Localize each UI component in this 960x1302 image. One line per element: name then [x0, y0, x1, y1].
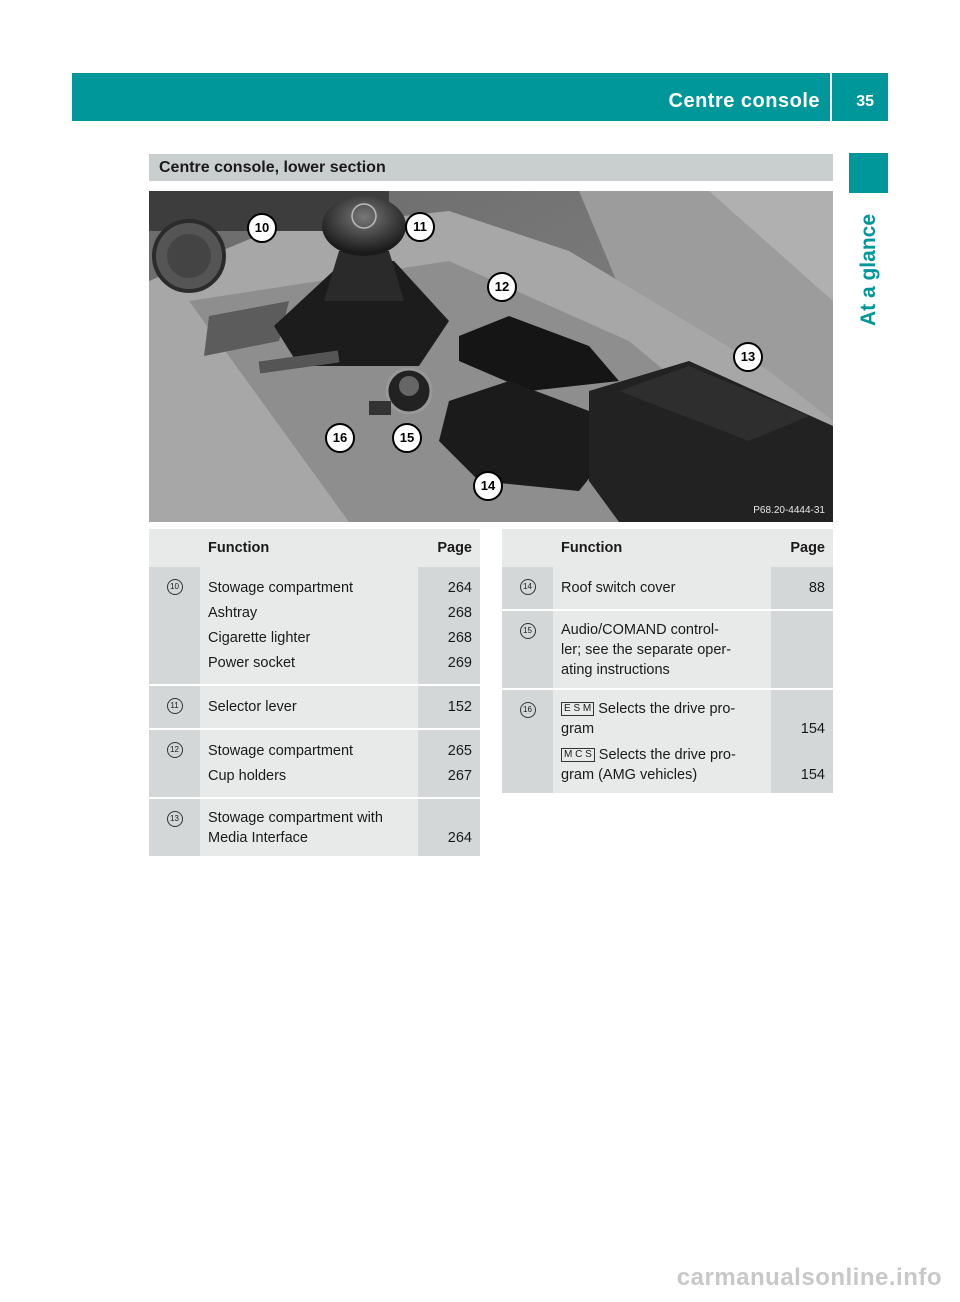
callout-15: 15: [392, 423, 422, 453]
table-row: 11 Selector lever 152: [149, 685, 480, 729]
callout-12: 12: [487, 272, 517, 302]
figure-code: P68.20-4444-31: [753, 505, 825, 516]
column-page: Page: [418, 529, 480, 567]
table-row: 13 Stowage compartment with Media Interface 264: [149, 798, 480, 857]
section-title: Centre console, lower section: [149, 154, 833, 181]
table-row: 14 Roof switch cover 88: [502, 567, 833, 610]
right-function-table: [502, 529, 833, 795]
table-row: 16 E S M Selects the drive pro- gram M C S Selects the drive pro- gram (AMG vehicles) 154 154: [502, 689, 833, 794]
item-number: 10: [167, 579, 183, 595]
callout-14: 14: [473, 471, 503, 501]
side-tab-marker: [849, 153, 888, 193]
table-row: 10 Stowage compartment Ashtray Cigarette lighter Power socket 264 268 268 269: [149, 567, 480, 685]
item-number: 12: [167, 742, 183, 758]
item-number: 13: [167, 811, 183, 827]
centre-console-photo: [149, 191, 833, 522]
left-function-table: [149, 529, 480, 858]
header-divider: [830, 73, 832, 121]
page-number: 35: [856, 93, 874, 110]
callout-16: 16: [325, 423, 355, 453]
callout-10: 10: [247, 213, 277, 243]
column-page: Page: [771, 529, 833, 567]
drive-program-esm-icon: E S M: [561, 702, 594, 716]
table-header: [502, 529, 833, 567]
column-function: Function: [553, 529, 771, 567]
chapter-title: Centre console: [668, 90, 820, 112]
table-row: 15 Audio/COMAND control- ler; see the separate oper- ating instructions: [502, 610, 833, 689]
item-number: 14: [520, 579, 536, 595]
drive-program-mcs-icon: M C S: [561, 748, 595, 762]
page-header: [72, 73, 888, 121]
item-number: 15: [520, 623, 536, 639]
side-tab-label: At a glance: [856, 213, 880, 327]
item-number: 11: [167, 698, 183, 714]
callout-13: 13: [733, 342, 763, 372]
item-number: 16: [520, 702, 536, 718]
watermark: carmanualsonline.info: [676, 1264, 942, 1291]
column-function: Function: [200, 529, 418, 567]
table-header: [149, 529, 480, 567]
table-row: 12 Stowage compartment Cup holders 265 267: [149, 729, 480, 798]
callout-11: 11: [405, 212, 435, 242]
